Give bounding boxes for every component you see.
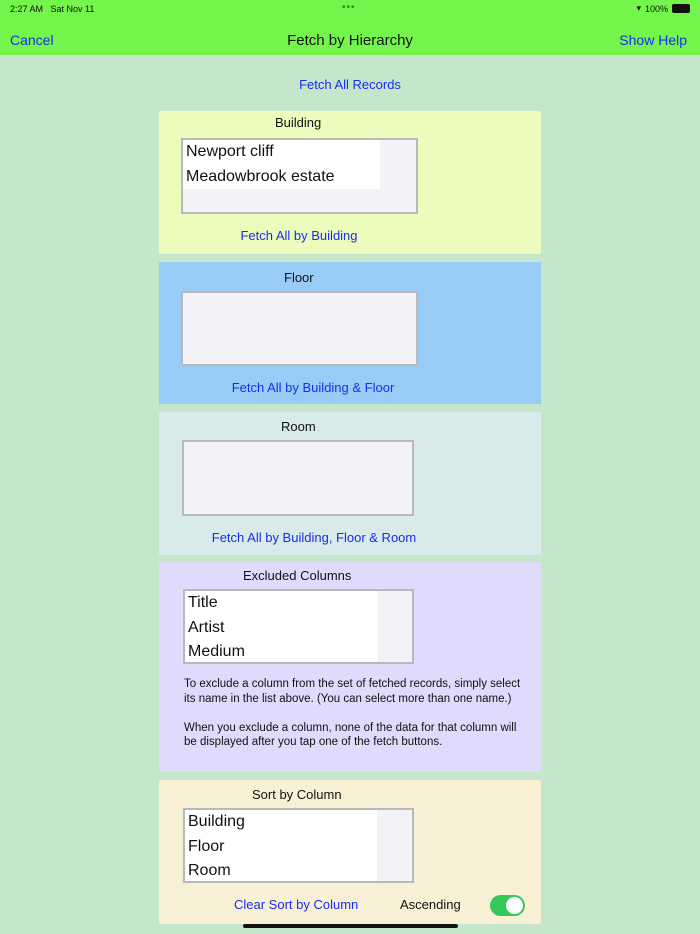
home-indicator[interactable]: [243, 924, 458, 928]
ascending-label: Ascending: [400, 897, 461, 912]
fetch-all-records-button[interactable]: Fetch All Records: [299, 77, 401, 92]
help-paragraph: When you exclude a column, none of the data for that column will be displayed after you tap one of the fetch buttons.: [184, 721, 517, 748]
status-right: [636, 3, 690, 14]
list-item[interactable]: Building: [188, 813, 245, 830]
excluded-columns-panel: [159, 562, 541, 772]
list-item[interactable]: Floor: [188, 837, 225, 855]
floor-list[interactable]: [181, 291, 418, 366]
list-item[interactable]: Newport cliff: [186, 143, 274, 160]
room-list[interactable]: [182, 440, 414, 516]
fetch-by-building-floor-button[interactable]: Fetch All by Building & Floor: [231, 380, 395, 395]
floor-title: Floor: [284, 270, 314, 285]
building-panel: [159, 111, 541, 254]
help-paragraph: To exclude a column from the set of fetched records, simply select its name in the list above. (You can select more than one name.): [184, 678, 521, 705]
excluded-columns-help: [184, 677, 529, 764]
ascending-toggle[interactable]: [490, 895, 525, 916]
list-item[interactable]: Room: [188, 862, 231, 879]
page-title: Fetch by Hierarchy: [287, 32, 413, 49]
building-list[interactable]: [181, 138, 418, 214]
multitasking-dots[interactable]: •••: [342, 2, 356, 13]
building-title: Building: [275, 115, 322, 130]
list-item[interactable]: Artist: [188, 618, 225, 636]
status-time: 2:27 AM Sat Nov 11: [10, 4, 95, 14]
cancel-button[interactable]: Cancel: [10, 32, 54, 48]
toggle-knob: [506, 897, 523, 914]
room-title: Room: [281, 419, 316, 434]
fetch-by-building-button[interactable]: Fetch All by Building: [240, 228, 358, 243]
sort-by-column-list[interactable]: [183, 808, 414, 883]
clear-sort-button[interactable]: Clear Sort by Column: [234, 897, 359, 912]
wifi-icon: ▾: [636, 3, 641, 13]
list-item[interactable]: Medium: [188, 643, 245, 660]
list-item[interactable]: Title: [188, 594, 218, 611]
show-help-button[interactable]: Show Help: [619, 32, 687, 48]
navigation-bar: [0, 0, 700, 55]
battery-percent: 100%: [644, 3, 668, 14]
excluded-columns-title: Excluded Columns: [243, 568, 352, 583]
battery-icon: [672, 4, 690, 13]
excluded-columns-list[interactable]: [183, 589, 414, 664]
sort-by-column-title: Sort by Column: [252, 787, 342, 802]
floor-panel: [159, 262, 541, 404]
fetch-by-building-floor-room-button[interactable]: Fetch All by Building, Floor & Room: [211, 530, 417, 545]
room-panel: [159, 412, 541, 555]
list-item[interactable]: Meadowbrook estate: [186, 167, 335, 185]
sort-by-column-panel: [159, 780, 541, 924]
